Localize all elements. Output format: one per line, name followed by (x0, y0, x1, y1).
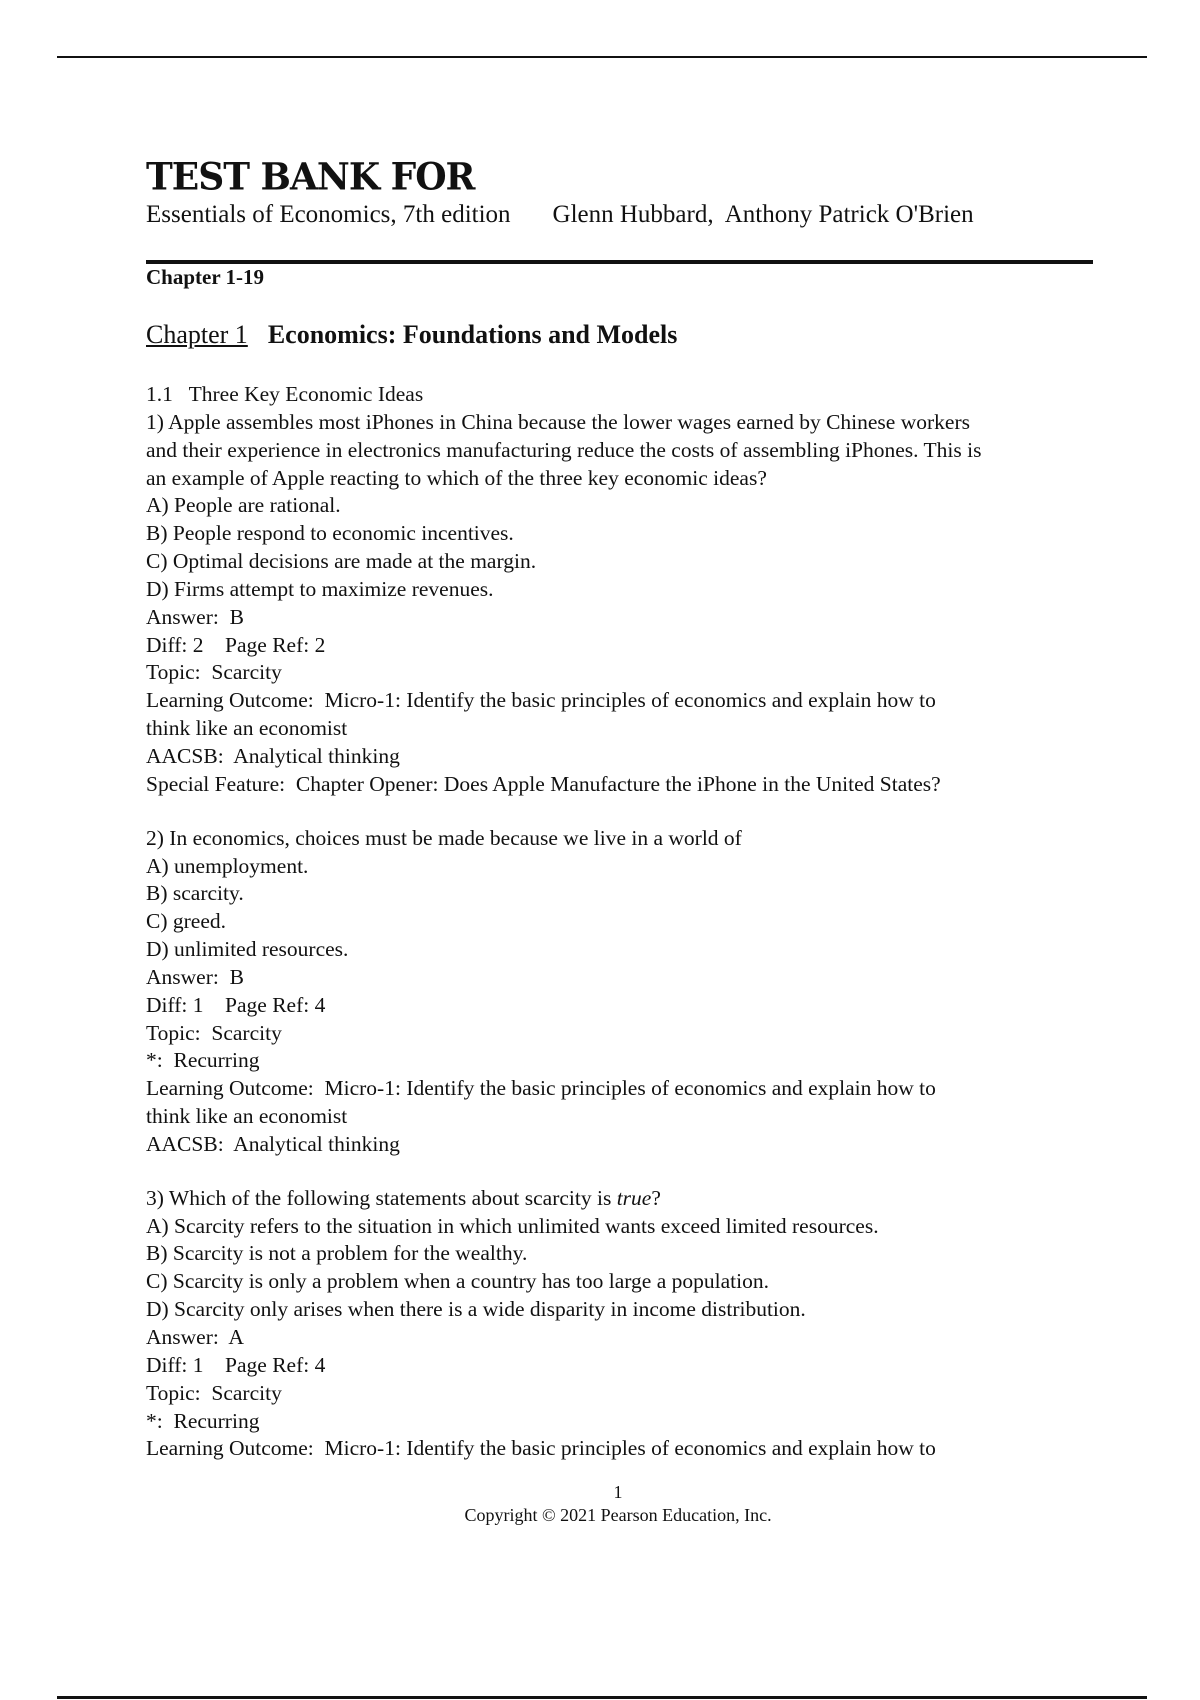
topic: Topic: Scarcity (146, 660, 282, 685)
topic: Topic: Scarcity (146, 1380, 282, 1405)
page-number: 1 (613, 1482, 623, 1502)
option: B) People respond to economic incentives. (146, 521, 514, 546)
option: C) Scarcity is only a problem when a country has too large a population. (146, 1269, 769, 1294)
learning-outcome: Learning Outcome: Micro-1: Identify the basic principles of economics and explain how to (146, 1076, 936, 1101)
question-stem: 2) In economics, choices must be made because we live in a world of (146, 825, 742, 850)
stem-text: ? (651, 1185, 661, 1210)
difficulty: Diff: 1 Page Ref: 4 (146, 1352, 326, 1377)
option: B) Scarcity is not a problem for the wealthy. (146, 1241, 528, 1266)
chapter-heading (146, 320, 677, 350)
book-authors: Glenn Hubbard, Anthony Patrick O'Brien (552, 201, 974, 228)
chapter-name: Economics: Foundations and Models (267, 320, 678, 349)
option: A) Scarcity refers to the situation in which unlimited wants exceed limited resources. (146, 1213, 879, 1238)
top-rule (57, 56, 1147, 58)
learning-outcome: Learning Outcome: Micro-1: Identify the basic principles of economics and explain how to (146, 1436, 936, 1461)
question-stem: an example of Apple reacting to which of the three key economic ideas? (146, 465, 767, 490)
option: C) Optimal decisions are made at the margin. (146, 549, 537, 574)
bottom-rule (57, 1696, 1147, 1699)
question-1 (146, 409, 1106, 799)
option: D) Firms attempt to maximize revenues. (146, 576, 494, 601)
answer: Answer: B (146, 964, 244, 989)
section-heading: 1.1 Three Key Economic Ideas (146, 382, 424, 406)
book-title: Essentials of Economics, 7th edition (146, 201, 511, 228)
difficulty: Diff: 1 Page Ref: 4 (146, 992, 326, 1017)
aacsb: AACSB: Analytical thinking (146, 1131, 400, 1156)
learning-outcome: think like an economist (146, 716, 348, 741)
aacsb: AACSB: Analytical thinking (146, 743, 400, 768)
special-feature: Special Feature: Chapter Opener: Does Apple Manufacture the iPhone in the United States? (146, 771, 941, 796)
stem-text: 3) Which of the following statements about scarcity is (146, 1185, 617, 1210)
topic: Topic: Scarcity (146, 1020, 282, 1045)
question-stem: 1) Apple assembles most iPhones in China because the lower wages earned by Chinese workers (146, 409, 970, 434)
question-list (146, 381, 1106, 1489)
difficulty: Diff: 2 Page Ref: 2 (146, 632, 326, 657)
book-subtitle (146, 201, 974, 229)
answer: Answer: B (146, 604, 244, 629)
learning-outcome: think like an economist (146, 1104, 348, 1129)
question-3 (146, 1185, 1106, 1463)
document-title: TEST BANK FOR (146, 154, 475, 200)
learning-outcome: Learning Outcome: Micro-1: Identify the basic principles of economics and explain how to (146, 688, 936, 713)
copyright: Copyright © 2021 Pearson Education, Inc. (464, 1505, 772, 1525)
recurring: *: Recurring (146, 1048, 260, 1073)
chapter-number: Chapter 1 (146, 320, 248, 349)
question-stem (146, 1185, 1106, 1213)
option: D) Scarcity only arises when there is a wide disparity in income distribution. (146, 1297, 806, 1322)
header-rule (146, 260, 1093, 264)
option: B) scarcity. (146, 881, 244, 906)
question-stem: and their experience in electronics manufacturing reduce the costs of assembling iPhones. This is (146, 437, 982, 462)
option: A) unemployment. (146, 853, 309, 878)
answer: Answer: A (146, 1325, 244, 1349)
question-2 (146, 825, 1106, 1159)
option: A) People are rational. (146, 493, 341, 518)
stem-emphasis: true (616, 1185, 652, 1210)
recurring: *: Recurring (146, 1408, 260, 1433)
option: D) unlimited resources. (146, 937, 349, 962)
chapter-range: Chapter 1-19 (146, 265, 265, 289)
option: C) greed. (146, 909, 226, 934)
